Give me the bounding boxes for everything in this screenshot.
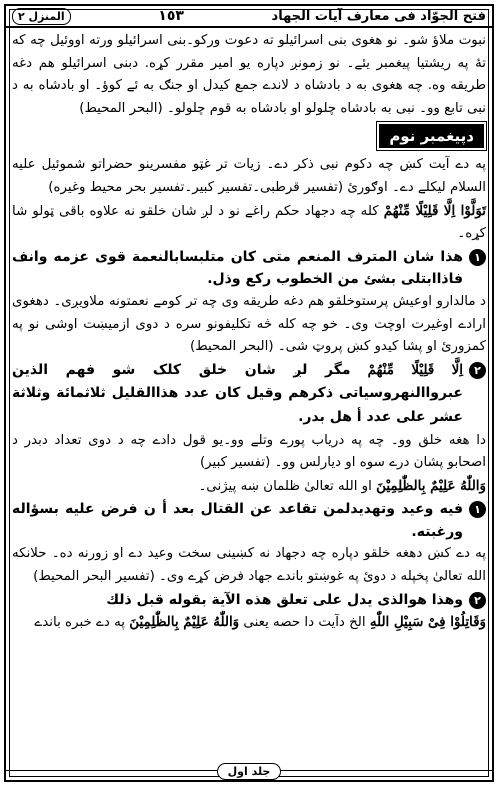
paragraph-3 — [12, 200, 486, 246]
item-number-badge: ١ — [469, 501, 486, 518]
quran-excerpt-4: وَقَاتِلُوْا فِىْ سَبِيْلِ اللّٰهِ — [369, 614, 486, 631]
arabic-quote-4: وهذا هوالذى يدل على تعلق هذه الآية بقوله قبل ذلك — [106, 591, 463, 608]
paragraph-1: نبوت ملاؤ شو۔ نو هغوى بنى اسرائيلو ته دعوت وركو۔بنى اسرائيلو ورته اووئيل چه كه تهٔ په ريشتيا پيغمبر يئے۔ نو زمونږ دپاره يو امير مقرر كړه. دبنى اسرائيلو هم دغه طريقه وه. چه هغوى به د بادشاه د لاندے جمع كيدل او جنګ به ئے كوؤ۔ او بادشاه به د نبى تابع وو۔ نبى به بادشاه چلولو او بادشاه به قوم چلولو۔ (البحر المحيط) — [12, 33, 486, 116]
paragraph-6-text: او الله تعالىٰ ظلمان ښه پيژنى۔ — [198, 478, 372, 494]
paragraph-5: دا هغه خلق وو۔ چه په درياب پورے وتلے وو۔يو قول دادے چه د دوى تعداد دبدر د اصحابو پشان درے سوه او ديارلس وو۔ (تفسير كبير) — [12, 432, 486, 471]
item-number-badge: ٢ — [469, 592, 486, 609]
paragraph-7: په دے كښ دهغه خلقو دپاره چه دجهاد نه كښينى سخت وعيد دے او زورنه ده۔ حلانكه الله تعالىٰ پخپله د دوئ په غوښتو باندے جهاد فرض كړے وى۔ (تفسير البحر المحيط) — [12, 546, 486, 585]
numbered-item-3 — [12, 498, 486, 543]
paragraph-3-text: كله چه دجهاد حكم راغے نو د لږ شان خلقو نه علاوه باقى ټولو شا كړه۔ — [12, 203, 486, 242]
section-heading: دپيغمبر نوم — [377, 122, 486, 150]
item-number-badge: ٢ — [469, 362, 486, 379]
paragraph-6 — [12, 475, 486, 499]
arabic-quote-3: فيه وعيد وتهديدلمن تقاعد عن القتال بعد أ ن فرض عليه بسؤاله ورغبته. — [12, 501, 463, 540]
numbered-item-1 — [12, 246, 486, 291]
volume-label: جلد اول — [217, 763, 282, 780]
section-heading-wrap — [12, 122, 486, 150]
numbered-item-2-text — [12, 359, 463, 430]
arabic-quote-1: هذا شان المترف المنعم متى كان متلبسابالنعمة قوى عزمه وانف فاذاابتلى بشئ من الخطوب ركع وذل. — [12, 248, 463, 288]
header-left — [12, 8, 71, 25]
paragraph-4: د مالدارو اوعيش پرستوخلقو هم دغه طريقه وى چه تر كومے نعمتونه ملاويږى۔ دهغوى ارادے اوغيرت اوچت وى۔ خو چه كله څه تكليفونو سره د دوى ازميښت اوشى نو په كمزورئ او پشا كيدو كښ پروټ شى۔ (البحر المحيط) — [12, 293, 486, 355]
paragraph-2: په دے آيت كښ چه دكوم نبى ذكر دے۔ زيات تر غټو مفسرينو حضراتو شموئيل عليه السلام ليكلے دے۔ اوګورئ (تفسير قرطبى۔تفسير كبير۔تفسير بحر محيط وغيره) — [12, 157, 486, 195]
quran-excerpt-5: وَاللّٰهُ عَلِيْمٌ بِالظّٰلِمِيْنَ — [129, 614, 240, 631]
book-title: فتح الجوّاد فی معارف آيات الجهاد — [271, 8, 486, 24]
page-footer — [6, 761, 492, 781]
numbered-item-4 — [12, 589, 486, 612]
numbered-item-2 — [12, 359, 486, 430]
paragraph-8 — [12, 611, 486, 635]
page-content — [12, 30, 486, 748]
item-number-badge: ١ — [469, 249, 486, 266]
manzil-badge: المنزل ٢ — [12, 8, 71, 25]
quran-excerpt-3: وَاللّٰهُ عَلِيْمٌ بِالظّٰلِمِيْنَ — [376, 477, 486, 494]
paragraph-8-end: په دے خبره باندے — [34, 615, 126, 631]
page-header — [6, 6, 492, 28]
quran-excerpt-2: اِلَّا قَلِيْلًا مِّنْهُمْ — [367, 361, 464, 378]
page-number: ١٥٣ — [158, 8, 184, 24]
paragraph-8-mid: الخ دآيت دا حصه يعنى — [243, 615, 366, 631]
arabic-quote-2: مگر لږ شان خلق كلک شو فهم الذين عبرواالنهروسياتى ذكرهم وقيل كان عدد هذاالقليل ثلاثمائة وثلاثة عشر على عدد أ هل بدر. — [12, 361, 463, 425]
quran-excerpt-1: تَوَلَّوْا اِلَّا قَلِيْلًا مِّنْهُمْ — [383, 202, 486, 219]
